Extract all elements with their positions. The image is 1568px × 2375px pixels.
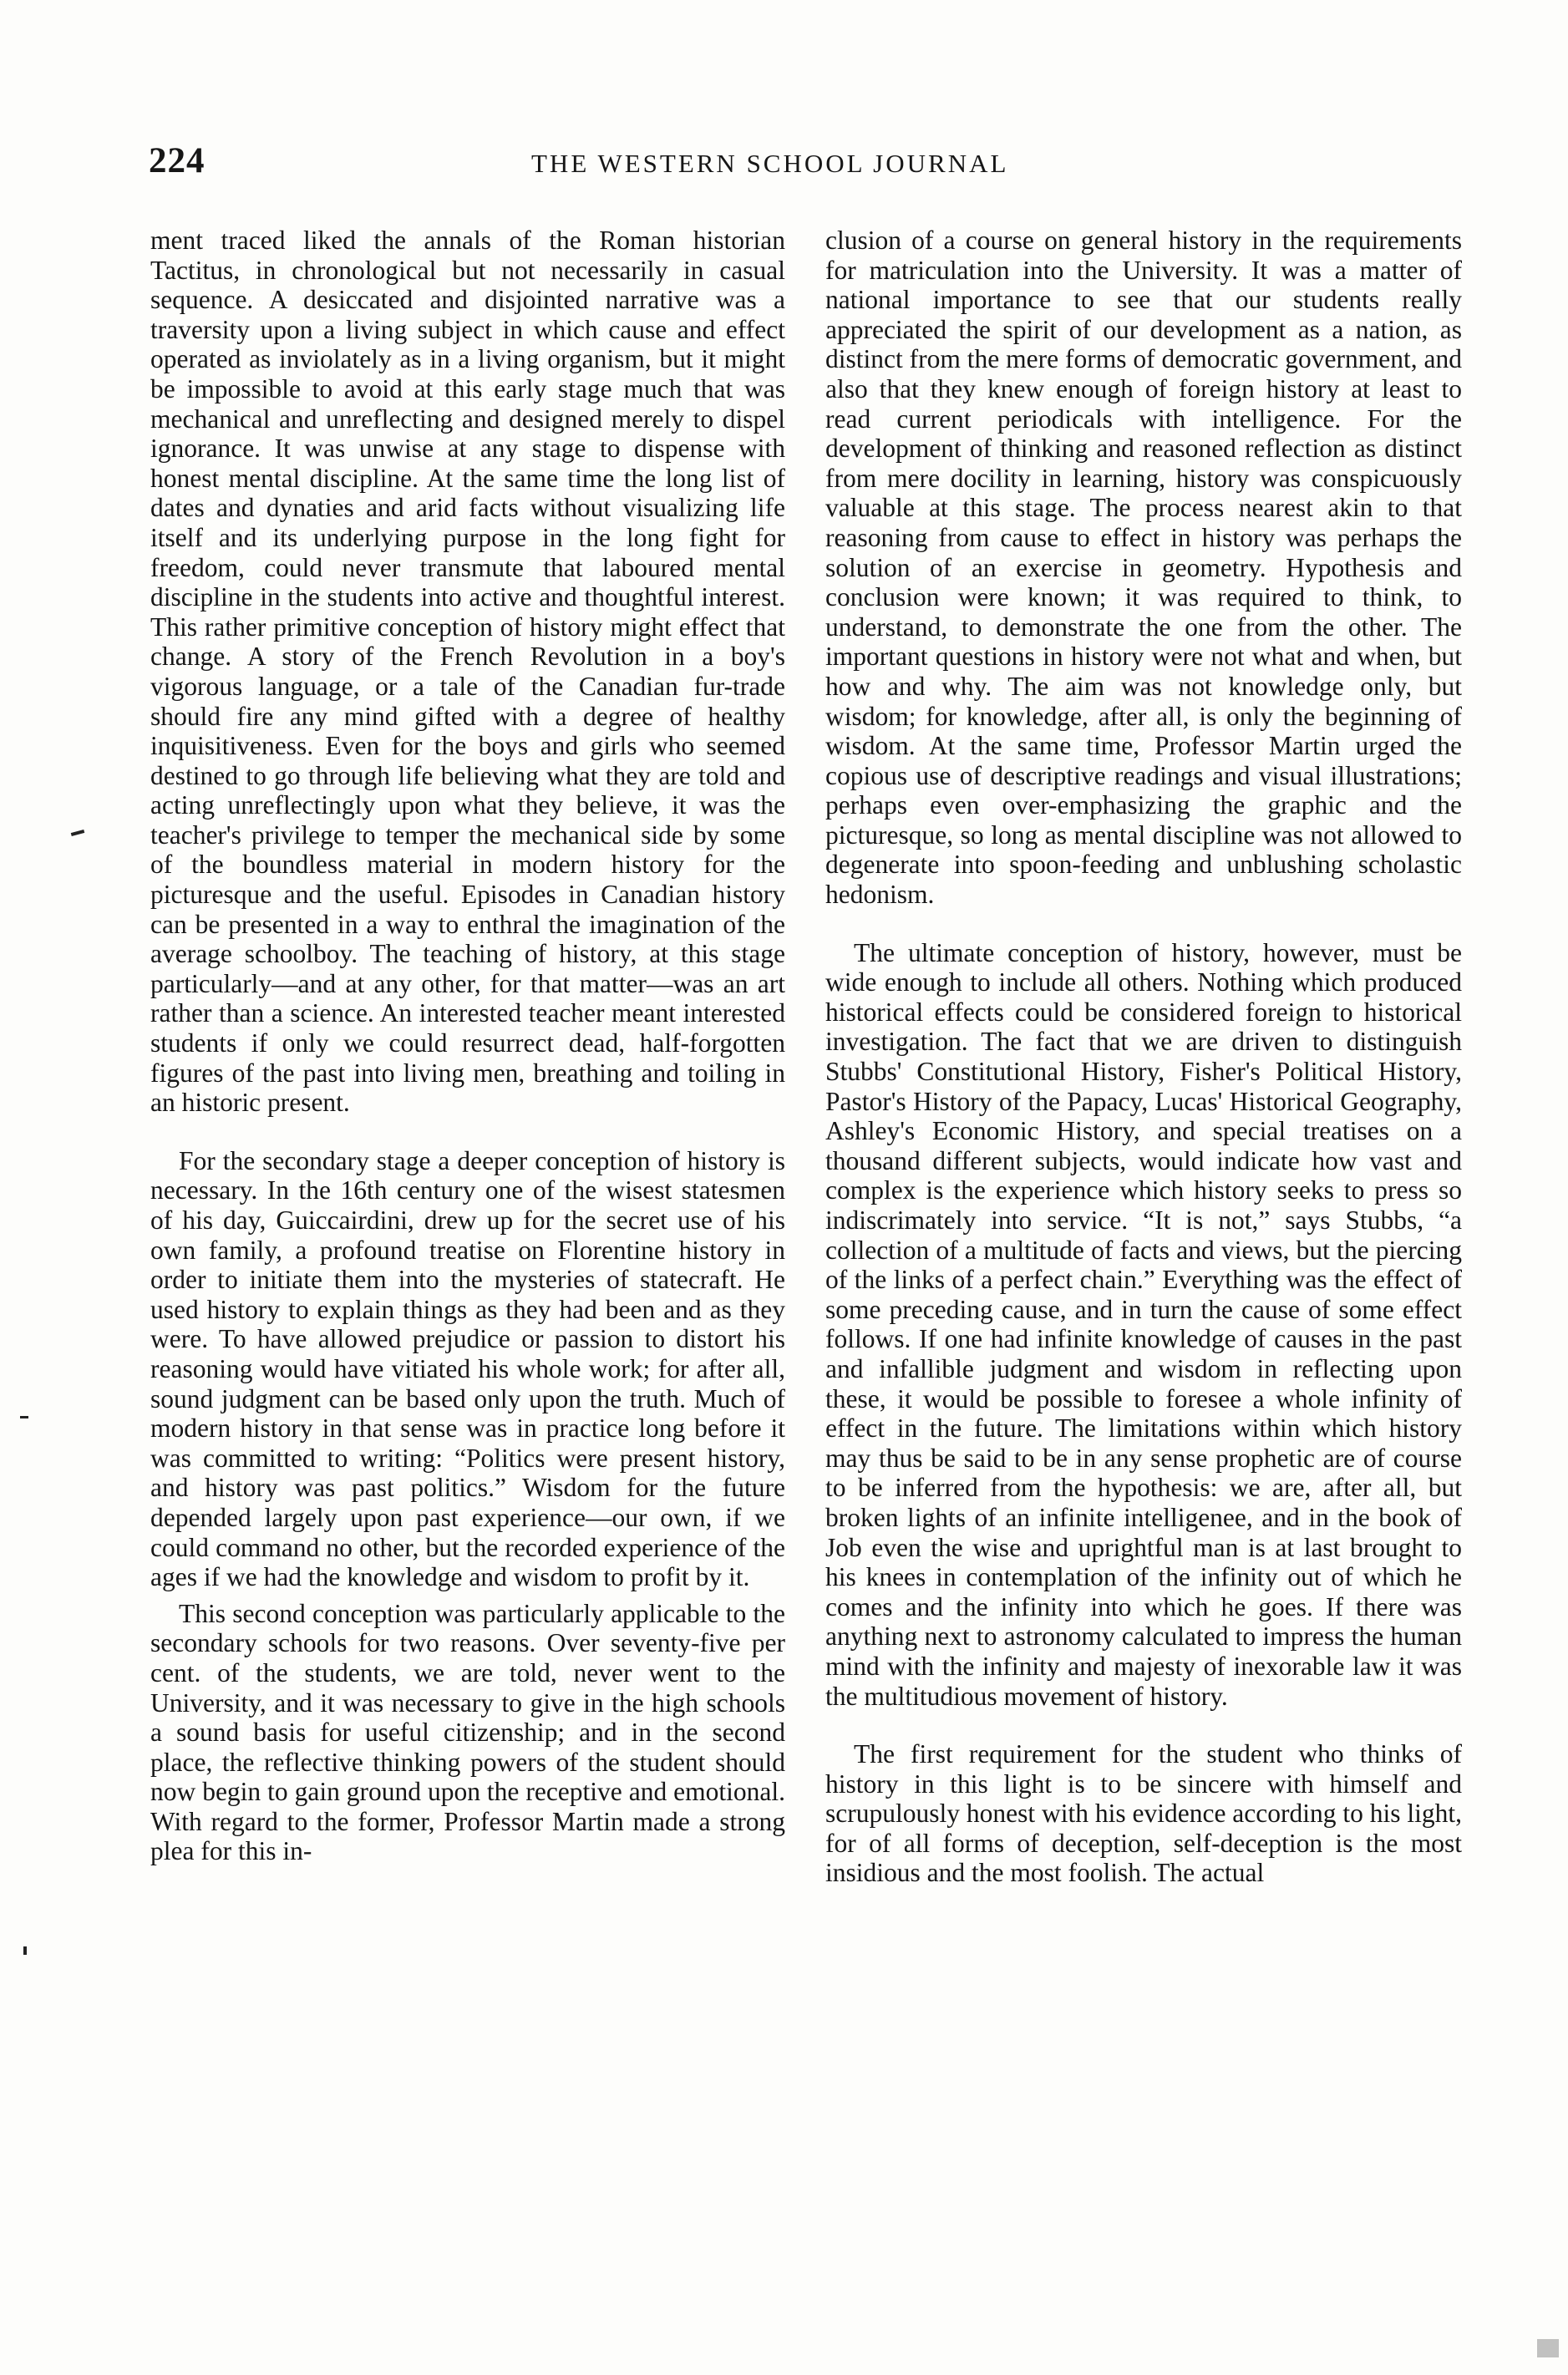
right-paragraph-1: clusion of a course on general history in the requirements for matriculation into the University. It was a matter of national importance to see that our students really appreciated the spirit of our development as a nation, as distinct from the mere forms of democratic government, and also that they knew enough of foreign history at least to read current periodicals with intelligence. For the development of thinking and reasoned reflection as distinct from mere docility in learning, history was conspicuously valuable at this stage. The process nearest akin to that reasoning from cause to effect in history was perhaps the solution of an exercise in geometry. Hypothesis and conclusion were known; it was required to think, to understand, to demonstrate the one from the other. The important questions in history were not what and when, but how and why. The aim was not knowledge only, but wisdom; for knowledge, after all, is only the beginning of wisdom. At the same time, Professor Martin urged the copious use of descriptive readings and visual illustrations; perhaps even over-emphasizing the graphic and the picturesque, so long as mental discipline was not allowed to degenerate into spoon-feeding and unblushing scholastic hedonism. xyxy=(825,226,1462,910)
scan-speck xyxy=(20,1416,28,1418)
left-paragraph-1: ment traced liked the annals of the Roman historian Tactitus, in chronological but not necessarily in casual sequence. A desiccated and disjointed narrative was a traversity upon a living subject in which cause and effect operated as inviolately as in a living organism, but it might be impossible to avoid at this early stage much that was mechanical and unreflecting and designed merely to dispel ignorance. It was unwise at any stage to dispense with honest mental discipline. At the same time the long list of dates and dynaties and arid facts without visualizing life itself and its underlying purpose in the long fight for freedom, could never transmute that laboured mental discipline in the students into active and thoughtful interest. This rather primitive conception of history might effect that change. A story of the French Revolution in a boy's vigorous language, or a tale of the Canadian fur-trade should fire any mind gifted with a degree of healthy inquisitiveness. Even for the boys and girls who seemed destined to go through life believing what they are told and acting unreflectingly upon what they believe, it was the teacher's privilege to temper the mechanical side by some of the boundless material in modern history for the picturesque and the useful. Episodes in Canadian history can be presented in a way to enthral the imagination of the average schoolboy. The teaching of history, at this stage particularly—and at any other, for that matter—was an art rather than a science. An interested teacher meant interested students if only we could resurrect dead, half-forgotten figures of the past into living men, breathing and toiling in an historic present. xyxy=(150,226,785,1118)
left-column xyxy=(150,226,785,1866)
scan-speck xyxy=(1537,2339,1559,2357)
left-paragraph-3: This second conception was particularly applicable to the secondary schools for two reasons. Over seventy-five per cent. of the students, we are told, never went to the University, and it was necessary to give in the high schools a sound basis for useful citizenship; and in the second place, the reflective thinking powers of the student should now begin to gain ground upon the receptive and emotional. With regard to the former, Professor Martin made a strong plea for this in- xyxy=(150,1598,785,1866)
scan-speck xyxy=(71,830,84,836)
page-number: 224 xyxy=(149,141,206,180)
left-paragraph-2: For the secondary stage a deeper conception of history is necessary. In the 16th century one of the wisest statesmen of his day, Guiccairdini, drew up for the secret use of his own family, a profound treatise on Florentine history in order to initiate them into the mysteries of statecraft. He used history to explain things as they had been and as they were. To have allowed prejudice or passion to distort his reasoning would have vitiated his whole work; for after all, sound judgment can be based only upon the truth. Much of modern history in that sense was in practice long before it was committed to writing: “Politics were present history, and history was past politics.” Wisdom for the future depended largely upon past experience—our own, if we could command no other, but the recorded experience of the ages if we had the knowledge and wisdom to profit by it. xyxy=(150,1145,785,1592)
right-paragraph-3: The first requirement for the student who thinks of history in this light is to be sincere with himself and scrupulously honest with his evidence according to his light, for of all forms of deception, self-deception is the most insidious and the most foolish. The actual xyxy=(825,1739,1462,1888)
running-title: THE WESTERN SCHOOL JOURNAL xyxy=(531,149,1009,178)
scan-speck xyxy=(23,1946,27,1955)
right-column xyxy=(825,226,1462,1888)
right-paragraph-2: The ultimate conception of history, however, must be wide enough to include all others. Nothing which produced historical effects could be considered foreign to historical investigation. The fact that we are driven to distinguish Stubbs' Constitutional History, Fisher's Political History, Pastor's History of the Papacy, Lucas' Historical Geography, Ashley's Economic History, and special treatises on a thousand different subjects, would indicate how vast and complex is the experience which history seeks to press so indiscrimately into service. “It is not,” says Stubbs, “a collection of a multitude of facts and views, but the piercing of the links of a perfect chain.” Everything was the effect of some preceding cause, and in turn the cause of some effect follows. If one had infinite knowledge of causes in the past and infallible judgment and wisdom in reflecting upon these, it would be possible to foresee a whole infinity of effect in the future. The limitations within which history may thus be said to be in any sense prophetic are of course to be inferred from the hypothesis: we are, after all, but broken lights of an infinite intelligenee, and in the book of Job even the wise and uprightful man is at last brought to his knees in contemplation of the infinity out of which he comes and the infinity into which he goes. If there was anything next to astronomy calculated to impress the human mind with the infinity and majesty of inexorable law it was the multitudious movement of history. xyxy=(825,937,1462,1711)
